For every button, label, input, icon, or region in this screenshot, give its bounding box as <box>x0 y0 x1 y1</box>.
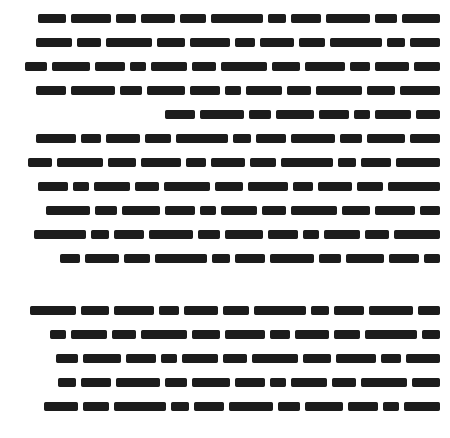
text-word-placeholder <box>375 206 415 215</box>
text-word-placeholder <box>135 182 159 191</box>
text-word-placeholder <box>71 86 115 95</box>
text-word-placeholder <box>190 38 230 47</box>
text-word-placeholder <box>295 330 329 339</box>
text-word-placeholder <box>164 182 210 191</box>
text-word-placeholder <box>281 158 333 167</box>
text-word-placeholder <box>316 86 362 95</box>
text-word-placeholder <box>77 38 101 47</box>
text-word-placeholder <box>44 402 78 411</box>
text-line <box>10 176 440 200</box>
text-word-placeholder <box>270 330 290 339</box>
text-word-placeholder <box>326 14 370 23</box>
text-word-placeholder <box>122 206 160 215</box>
text-word-placeholder <box>165 378 187 387</box>
text-word-placeholder <box>106 38 152 47</box>
text-word-placeholder <box>402 14 440 23</box>
text-word-placeholder <box>394 230 440 239</box>
text-word-placeholder <box>38 14 66 23</box>
text-word-placeholder <box>95 206 117 215</box>
text-word-placeholder <box>130 62 146 71</box>
text-word-placeholder <box>369 306 413 315</box>
text-word-placeholder <box>248 182 288 191</box>
text-word-placeholder <box>161 354 177 363</box>
text-word-placeholder <box>225 86 241 95</box>
text-word-placeholder <box>25 62 47 71</box>
text-word-placeholder <box>233 134 251 143</box>
text-line <box>10 128 440 152</box>
text-word-placeholder <box>52 62 90 71</box>
text-word-placeholder <box>342 206 370 215</box>
text-word-placeholder <box>30 306 76 315</box>
text-word-placeholder <box>235 254 265 263</box>
text-word-placeholder <box>249 110 271 119</box>
text-word-placeholder <box>73 182 89 191</box>
text-word-placeholder <box>223 354 247 363</box>
text-word-placeholder <box>324 230 360 239</box>
text-word-placeholder <box>367 134 405 143</box>
text-word-placeholder <box>350 62 370 71</box>
text-word-placeholder <box>116 378 160 387</box>
text-word-placeholder <box>396 158 440 167</box>
text-word-placeholder <box>85 254 119 263</box>
text-word-placeholder <box>71 14 111 23</box>
text-word-placeholder <box>56 354 78 363</box>
text-word-placeholder <box>34 230 86 239</box>
text-word-placeholder <box>319 254 341 263</box>
text-word-placeholder <box>414 62 440 71</box>
text-word-placeholder <box>404 402 440 411</box>
text-word-placeholder <box>212 254 230 263</box>
text-word-placeholder <box>165 110 195 119</box>
text-line <box>10 32 440 56</box>
text-line <box>10 56 440 80</box>
text-word-placeholder <box>124 254 150 263</box>
text-word-placeholder <box>388 182 440 191</box>
text-line <box>10 348 440 372</box>
text-word-placeholder <box>270 254 314 263</box>
text-word-placeholder <box>36 86 66 95</box>
text-word-placeholder <box>114 306 154 315</box>
text-word-placeholder <box>305 62 345 71</box>
text-word-placeholder <box>291 14 321 23</box>
text-word-placeholder <box>165 206 195 215</box>
text-word-placeholder <box>336 354 376 363</box>
text-word-placeholder <box>235 38 255 47</box>
text-word-placeholder <box>126 354 156 363</box>
text-word-placeholder <box>412 378 440 387</box>
text-line <box>10 372 440 396</box>
text-word-placeholder <box>36 134 76 143</box>
text-line <box>10 300 440 324</box>
text-word-placeholder <box>319 110 349 119</box>
text-word-placeholder <box>389 254 419 263</box>
text-word-placeholder <box>141 158 181 167</box>
text-word-placeholder <box>198 230 220 239</box>
text-word-placeholder <box>278 402 300 411</box>
text-word-placeholder <box>357 182 383 191</box>
text-word-placeholder <box>94 182 130 191</box>
text-word-placeholder <box>375 62 409 71</box>
text-word-placeholder <box>299 38 325 47</box>
text-word-placeholder <box>303 354 331 363</box>
text-word-placeholder <box>330 38 382 47</box>
text-word-placeholder <box>400 86 440 95</box>
text-word-placeholder <box>387 38 405 47</box>
paragraph-1 <box>10 8 440 128</box>
text-word-placeholder <box>81 378 111 387</box>
text-word-placeholder <box>287 86 311 95</box>
text-word-placeholder <box>272 62 300 71</box>
text-word-placeholder <box>186 158 206 167</box>
text-word-placeholder <box>420 206 440 215</box>
text-word-placeholder <box>141 14 175 23</box>
text-word-placeholder <box>200 110 244 119</box>
paragraph-3 <box>10 300 440 420</box>
text-word-placeholder <box>365 230 389 239</box>
text-word-placeholder <box>221 62 267 71</box>
text-word-placeholder <box>71 330 107 339</box>
text-word-placeholder <box>141 330 187 339</box>
text-word-placeholder <box>311 306 329 315</box>
text-line <box>10 80 440 104</box>
text-word-placeholder <box>200 206 216 215</box>
text-word-placeholder <box>114 402 166 411</box>
text-word-placeholder <box>176 134 228 143</box>
text-word-placeholder <box>348 402 378 411</box>
text-word-placeholder <box>83 354 121 363</box>
text-word-placeholder <box>383 402 399 411</box>
text-line <box>10 152 440 176</box>
text-word-placeholder <box>211 158 245 167</box>
text-word-placeholder <box>332 378 356 387</box>
text-word-placeholder <box>422 330 440 339</box>
text-word-placeholder <box>254 306 306 315</box>
text-word-placeholder <box>211 14 263 23</box>
text-word-placeholder <box>36 38 72 47</box>
text-word-placeholder <box>180 14 206 23</box>
text-word-placeholder <box>260 38 294 47</box>
text-word-placeholder <box>235 378 265 387</box>
text-line <box>10 324 440 348</box>
text-line <box>10 396 440 420</box>
text-word-placeholder <box>192 378 230 387</box>
text-word-placeholder <box>361 378 407 387</box>
text-word-placeholder <box>340 134 362 143</box>
text-word-placeholder <box>81 306 109 315</box>
text-word-placeholder <box>112 330 136 339</box>
text-word-placeholder <box>354 110 370 119</box>
text-word-placeholder <box>145 134 171 143</box>
text-word-placeholder <box>223 306 249 315</box>
text-word-placeholder <box>116 14 136 23</box>
text-word-placeholder <box>192 330 220 339</box>
text-word-placeholder <box>159 306 179 315</box>
text-word-placeholder <box>221 206 257 215</box>
text-word-placeholder <box>108 158 136 167</box>
text-word-placeholder <box>46 206 90 215</box>
text-line <box>139 104 440 128</box>
text-word-placeholder <box>381 354 401 363</box>
text-word-placeholder <box>346 254 384 263</box>
text-line <box>10 224 440 248</box>
text-word-placeholder <box>58 378 76 387</box>
text-word-placeholder <box>149 230 193 239</box>
text-word-placeholder <box>190 86 220 95</box>
text-word-placeholder <box>151 62 187 71</box>
text-word-placeholder <box>268 230 298 239</box>
text-word-placeholder <box>83 402 109 411</box>
text-word-placeholder <box>291 378 327 387</box>
text-word-placeholder <box>120 86 142 95</box>
text-word-placeholder <box>229 402 273 411</box>
text-word-placeholder <box>114 230 144 239</box>
text-word-placeholder <box>375 14 397 23</box>
text-word-placeholder <box>192 62 216 71</box>
text-word-placeholder <box>318 182 352 191</box>
text-word-placeholder <box>334 330 360 339</box>
text-word-placeholder <box>293 182 313 191</box>
text-word-placeholder <box>182 354 218 363</box>
text-word-placeholder <box>184 306 218 315</box>
text-word-placeholder <box>262 206 286 215</box>
text-word-placeholder <box>38 182 68 191</box>
text-word-placeholder <box>157 38 185 47</box>
text-word-placeholder <box>215 182 243 191</box>
text-word-placeholder <box>375 110 411 119</box>
text-word-placeholder <box>147 86 185 95</box>
text-word-placeholder <box>256 134 286 143</box>
text-word-placeholder <box>276 110 314 119</box>
text-word-placeholder <box>250 158 276 167</box>
text-word-placeholder <box>291 134 335 143</box>
text-word-placeholder <box>416 110 440 119</box>
text-word-placeholder <box>410 38 440 47</box>
text-word-placeholder <box>225 230 263 239</box>
text-word-placeholder <box>410 134 440 143</box>
text-word-placeholder <box>91 230 109 239</box>
text-word-placeholder <box>338 158 356 167</box>
text-word-placeholder <box>334 306 364 315</box>
text-word-placeholder <box>365 330 417 339</box>
text-line <box>10 248 440 272</box>
text-word-placeholder <box>106 134 140 143</box>
text-word-placeholder <box>50 330 66 339</box>
text-word-placeholder <box>60 254 80 263</box>
text-word-placeholder <box>291 206 337 215</box>
text-word-placeholder <box>303 230 319 239</box>
text-word-placeholder <box>95 62 125 71</box>
text-word-placeholder <box>57 158 103 167</box>
paragraph-2 <box>10 128 440 272</box>
text-word-placeholder <box>406 354 440 363</box>
text-word-placeholder <box>305 402 343 411</box>
text-word-placeholder <box>270 378 286 387</box>
text-word-placeholder <box>155 254 207 263</box>
text-word-placeholder <box>81 134 101 143</box>
text-line <box>10 8 440 32</box>
text-word-placeholder <box>171 402 189 411</box>
text-word-placeholder <box>424 254 440 263</box>
text-word-placeholder <box>194 402 224 411</box>
text-word-placeholder <box>225 330 265 339</box>
text-line <box>10 200 440 224</box>
text-word-placeholder <box>367 86 395 95</box>
text-word-placeholder <box>246 86 282 95</box>
text-word-placeholder <box>28 158 52 167</box>
text-word-placeholder <box>361 158 391 167</box>
text-word-placeholder <box>268 14 286 23</box>
text-word-placeholder <box>418 306 440 315</box>
text-word-placeholder <box>252 354 298 363</box>
